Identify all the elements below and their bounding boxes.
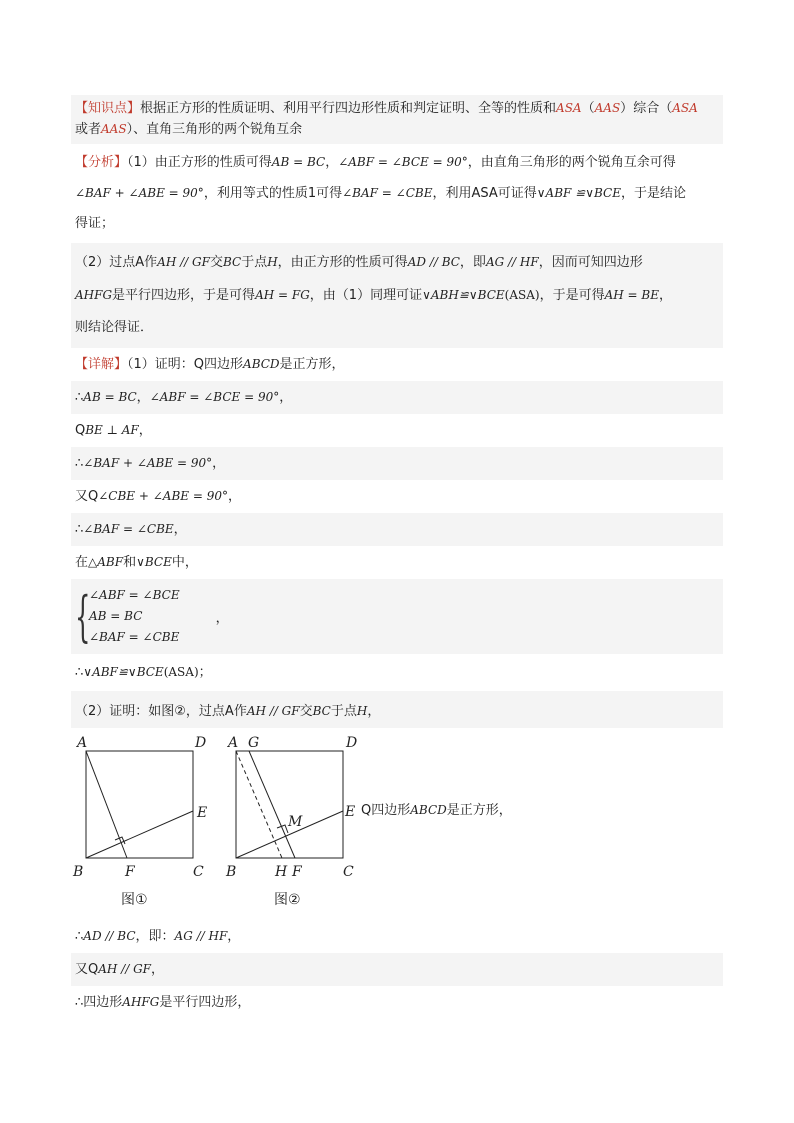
- text: ，利用等式的性质1可得: [203, 186, 343, 201]
- geometry-figures: [71, 728, 361, 918]
- text: ，即: [459, 255, 486, 270]
- detail-line: [71, 953, 723, 986]
- formula: ∨BCE: [136, 555, 172, 569]
- text: （2）过点A作: [75, 255, 158, 270]
- text: ，于是结论: [620, 186, 686, 201]
- formula: H: [356, 704, 368, 718]
- system-items: [89, 585, 180, 648]
- formula: ABCD: [243, 357, 280, 371]
- text: 于点: [241, 255, 268, 270]
- text: 是平行四边形，: [159, 995, 251, 1010]
- system-item: AB = BC: [89, 609, 143, 623]
- fig2-label-h: H: [275, 864, 288, 880]
- analysis-part2: [71, 243, 723, 348]
- formula: AH // GF: [98, 962, 151, 976]
- text: ，: [215, 611, 229, 626]
- text: 则结论得证．: [75, 320, 154, 335]
- formula: AH = BE: [604, 288, 659, 302]
- text: 又Q: [75, 962, 99, 977]
- fig1-label-b: B: [73, 864, 84, 880]
- detail-line: [71, 546, 723, 579]
- formula: AD // BC: [83, 929, 136, 943]
- fig1-segment-be: [86, 811, 193, 858]
- fig2-label-g: G: [248, 735, 260, 751]
- text: ，由正方形的性质可得: [277, 255, 408, 270]
- formula: AH // GF: [157, 255, 210, 269]
- knowledge-aas: AAS: [594, 101, 621, 115]
- knowledge-text: 根据正方形的性质证明、利用平行四边形性质和判定证明、全等的性质和: [140, 101, 557, 116]
- text: 中，: [171, 555, 198, 570]
- text: 是正方形，: [446, 803, 512, 818]
- knowledge-asa: ASA: [672, 101, 698, 115]
- fig1-caption: 图①: [121, 892, 148, 908]
- detail-line: [71, 447, 723, 480]
- formula: AD // BC: [407, 255, 460, 269]
- text: ∴: [75, 456, 84, 471]
- text: 交: [209, 255, 223, 270]
- text: 在: [75, 555, 89, 570]
- fig2-caption: 图②: [274, 892, 301, 908]
- formula: ∠ABF = ∠BCE = 90°: [149, 390, 280, 404]
- formula: ABCD: [410, 803, 447, 817]
- text: ，: [658, 288, 672, 303]
- detail-line: [71, 918, 723, 953]
- detail-line: [71, 986, 723, 1019]
- equation-system: [71, 579, 723, 654]
- text: ，由直角三角形的两个锐角互余可得: [467, 155, 676, 170]
- fig2-label-f: F: [292, 864, 302, 880]
- fig1-label-d: D: [195, 735, 207, 751]
- formula: BE ⊥ AF: [85, 423, 139, 437]
- formula: AH // GF: [246, 704, 300, 718]
- text: ，: [325, 155, 339, 170]
- text: 四边形: [83, 995, 123, 1010]
- fig1-label-c: C: [193, 864, 204, 880]
- text: （2）证明：如图②，过点A作: [75, 704, 247, 719]
- text: ，: [212, 456, 226, 471]
- fig2-label-c: C: [343, 864, 354, 880]
- text: ∴: [75, 390, 84, 405]
- text: ，: [136, 390, 150, 405]
- text: ∴: [75, 995, 84, 1010]
- text: 得证；: [75, 216, 115, 231]
- formula: AHFG: [122, 995, 160, 1009]
- text: ，: [151, 962, 165, 977]
- text: ，: [227, 929, 241, 944]
- text: 和: [123, 555, 137, 570]
- fig2-segment-ah: [236, 751, 282, 858]
- text: ，: [138, 423, 152, 438]
- text: （1）证明：Q四边形: [127, 357, 244, 372]
- detail-line: [71, 348, 723, 381]
- text: 是平行四边形，于是可得: [112, 288, 256, 303]
- detail-line: [71, 513, 723, 546]
- knowledge-paren: （: [581, 101, 595, 116]
- system-item: ∠BAF = ∠CBE: [89, 630, 180, 644]
- knowledge-text: ）、直角三角形的两个锐角互余: [126, 122, 303, 137]
- detail-line: [71, 480, 723, 513]
- analysis-tag: 【分析】: [75, 155, 128, 170]
- formula: ∠BAF = ∠CBE: [342, 186, 433, 200]
- formula: AG // HF: [174, 929, 228, 943]
- detail-tag: 【详解】: [75, 357, 128, 372]
- formula: AH = FG: [255, 288, 310, 302]
- figure-side-text: [361, 800, 512, 821]
- fig1-square: [86, 751, 193, 858]
- fig1-segment-af: [86, 751, 127, 858]
- text: ，: [367, 704, 381, 719]
- formula: AHFG: [75, 288, 113, 302]
- text: ，因而可知四边形: [538, 255, 643, 270]
- formula: ∨ABF≌∨BCE: [83, 665, 164, 679]
- knowledge-aas: AAS: [101, 122, 127, 136]
- formula: AB = BC: [83, 390, 137, 404]
- text: 于点: [330, 704, 357, 719]
- solution-document: [71, 95, 723, 1019]
- fig2-label-b: B: [226, 864, 237, 880]
- text: ；: [198, 665, 212, 680]
- figures-row: [71, 728, 723, 918]
- text: 是正方形，: [279, 357, 345, 372]
- text: （1）由正方形的性质可得: [127, 155, 272, 170]
- analysis-section: [71, 144, 723, 243]
- formula: ∨ABH≌∨BCE: [422, 288, 505, 302]
- text: ，于是可得: [539, 288, 605, 303]
- formula: H: [267, 255, 278, 269]
- detail-line: [71, 691, 723, 728]
- fig2-label-m: M: [288, 814, 303, 830]
- knowledge-tag: 【知识点】: [75, 101, 141, 116]
- formula: (ASA): [163, 665, 199, 679]
- fig1-label-f: F: [125, 864, 135, 880]
- fig2-label-a: A: [228, 735, 239, 751]
- fig2-square: [236, 751, 343, 858]
- formula: ∠CBE + ∠ABE = 90°: [98, 489, 228, 503]
- text: ，: [227, 489, 241, 504]
- text: Q四边形: [361, 803, 411, 818]
- knowledge-text: 或者: [75, 122, 102, 137]
- fig2-label-d: D: [346, 735, 358, 751]
- formula: ∨ABF ≌∨BCE: [536, 186, 621, 200]
- formula: ∠BAF + ∠ABE = 90°: [83, 456, 213, 470]
- formula: AG // HF: [485, 255, 539, 269]
- formula: ∠BAF + ∠ABE = 90°: [75, 186, 204, 200]
- fig2-label-e: E: [345, 804, 356, 820]
- formula: (ASA): [504, 288, 540, 302]
- text: ，: [173, 522, 187, 537]
- formula: ∠BAF = ∠CBE: [83, 522, 174, 536]
- detail-line: [71, 414, 723, 447]
- knowledge-point: [71, 95, 723, 144]
- knowledge-paren: ）: [620, 101, 634, 116]
- text: ，: [279, 390, 293, 405]
- system-item: ∠ABF = ∠BCE: [89, 588, 180, 602]
- fig1-label-a: A: [77, 735, 88, 751]
- text: 交: [299, 704, 313, 719]
- knowledge-text: 综合（: [633, 101, 673, 116]
- formula: AB = BC: [271, 155, 326, 169]
- text: ∴: [75, 522, 84, 537]
- formula: BC: [312, 704, 331, 718]
- text: 又Q: [75, 489, 99, 504]
- detail-line: [71, 381, 723, 414]
- detail-line: [71, 654, 723, 691]
- text: ，由（1）同理可证: [309, 288, 423, 303]
- fig1-label-e: E: [197, 805, 208, 821]
- text: ，即：: [135, 929, 175, 944]
- text: ∴: [75, 929, 84, 944]
- text: Q: [75, 423, 86, 438]
- formula: △ABF: [88, 555, 124, 569]
- brace-icon: {: [75, 584, 91, 648]
- formula: BC: [222, 255, 242, 269]
- text: ，利用ASA可证得: [432, 186, 537, 201]
- text: ∴: [75, 665, 84, 680]
- knowledge-asa: ASA: [556, 101, 582, 115]
- formula: ∠ABF = ∠BCE = 90°: [338, 155, 468, 169]
